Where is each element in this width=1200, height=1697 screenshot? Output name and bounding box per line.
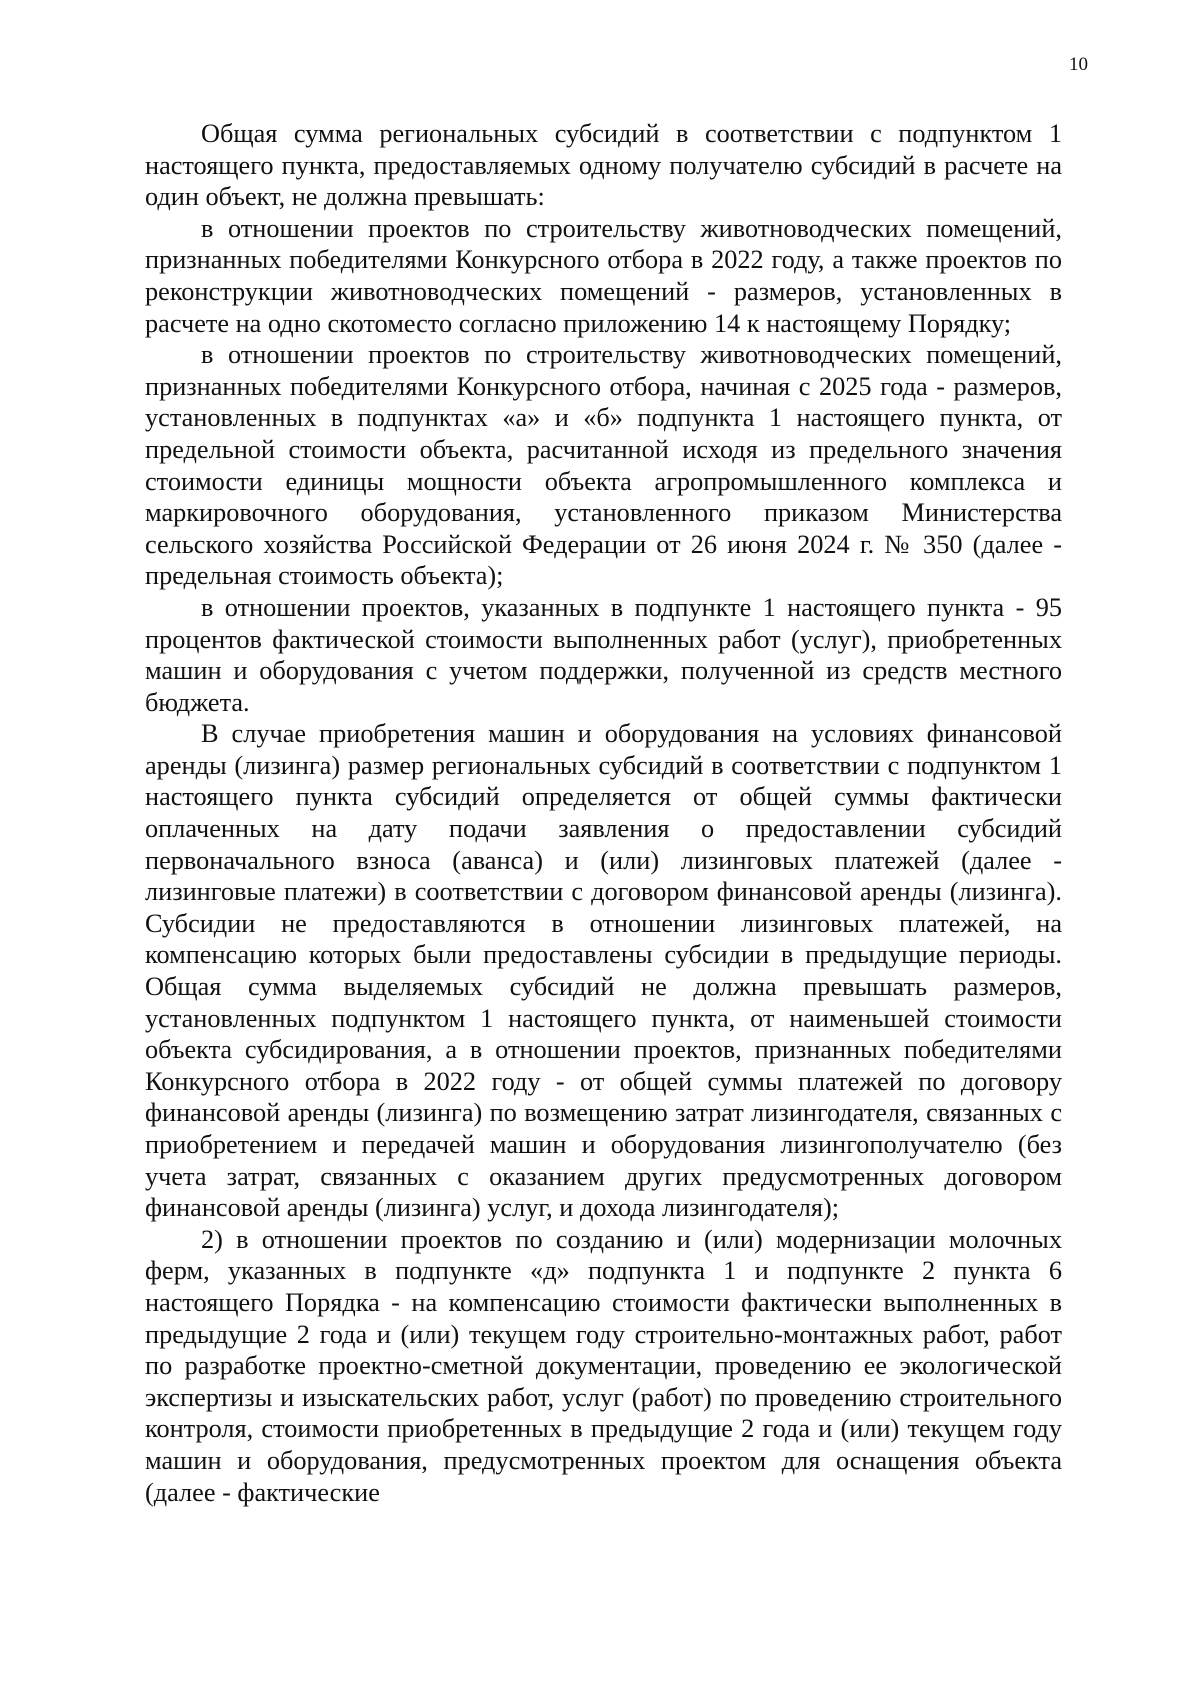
paragraph-dairy-farms: 2) в отношении проектов по созданию и (или) модернизации молочных ферм, указанных в подпункте «д» подпункта 1 и подпункте 2 пункта 6 настоящего Порядка - на компенсацию стоимости фактически выполненных в предыдущие 2 года и (или) текущем году строительно-монтажных работ, работ по разработке проектно-сметной документации, проведению ее экологической экспертизы и изыскательских работ, услуг (работ) по проведению строительного контроля, стоимости приобретенных в предыдущие 2 года и (или) текущем году машин и оборудования, предусмотренных проектом для оснащения объекта (далее - фактические <box>145 1224 1062 1507</box>
document-body <box>145 118 1062 1508</box>
page-number: 10 <box>1069 54 1088 75</box>
paragraph-95-percent: в отношении проектов, указанных в подпункте 1 настоящего пункта - 95 процентов фактической стоимости выполненных работ (услуг), приобретенных машин и оборудования с учетом поддержки, полученной из средств местного бюджета. <box>145 592 1062 717</box>
paragraph-livestock-2025: в отношении проектов по строительству животноводческих помещений, признанных победителями Конкурсного отбора, начиная с 2025 года - размеров, установленных в подпунктах «а» и «б» подпункта 1 настоящего пункта, от предельной стоимости объекта, расчитанной исходя из предельного значения стоимости единицы мощности объекта агропромышленного комплекса и маркировочного оборудования, установленного приказом Министерства сельского хозяйства Российской Федерации от 26 июня 2024 г. № 350 (далее - предельная стоимость объекта); <box>145 340 1062 591</box>
paragraph-livestock-2022: в отношении проектов по строительству животноводческих помещений, признанных победителями Конкурсного отбора в 2022 году, а также проектов по реконструкции животноводческих помещений - размеров, установленных в расчете на одно скотоместо согласно приложению 14 к настоящему Порядку; <box>145 213 1062 338</box>
paragraph-leasing: В случае приобретения машин и оборудования на условиях финансовой аренды (лизинга) размер региональных субсидий в соответствии с подпунктом 1 настоящего пункта субсидий определяется от общей суммы фактически оплаченных на дату подачи заявления о предоставлении субсидий первоначального взноса (аванса) и (или) лизинговых платежей (далее - лизинговые платежи) в соответствии с договором финансовой аренды (лизинга). Субсидии не предоставляются в отношении лизинговых платежей, на компенсацию которых были предоставлены субсидии в предыдущие периоды. Общая сумма выделяемых субсидий не должна превышать размеров, установленных подпунктом 1 настоящего пункта, от наименьшей стоимости объекта субсидирования, а в отношении проектов, признанных победителями Конкурсного отбора в 2022 году - от общей суммы платежей по договору финансовой аренды (лизинга) по возмещению затрат лизингодателя, связанных с приобретением и передачей машин и оборудования лизингополучателю (без учета затрат, связанных с оказанием других предусмотренных договором финансовой аренды (лизинга) услуг, и дохода лизингодателя); <box>145 719 1062 1223</box>
paragraph-total-subsidy-limit: Общая сумма региональных субсидий в соответствии с подпунктом 1 настоящего пункта, предоставляемых одному получателю субсидий в расчете на один объект, не должна превышать: <box>145 119 1062 212</box>
